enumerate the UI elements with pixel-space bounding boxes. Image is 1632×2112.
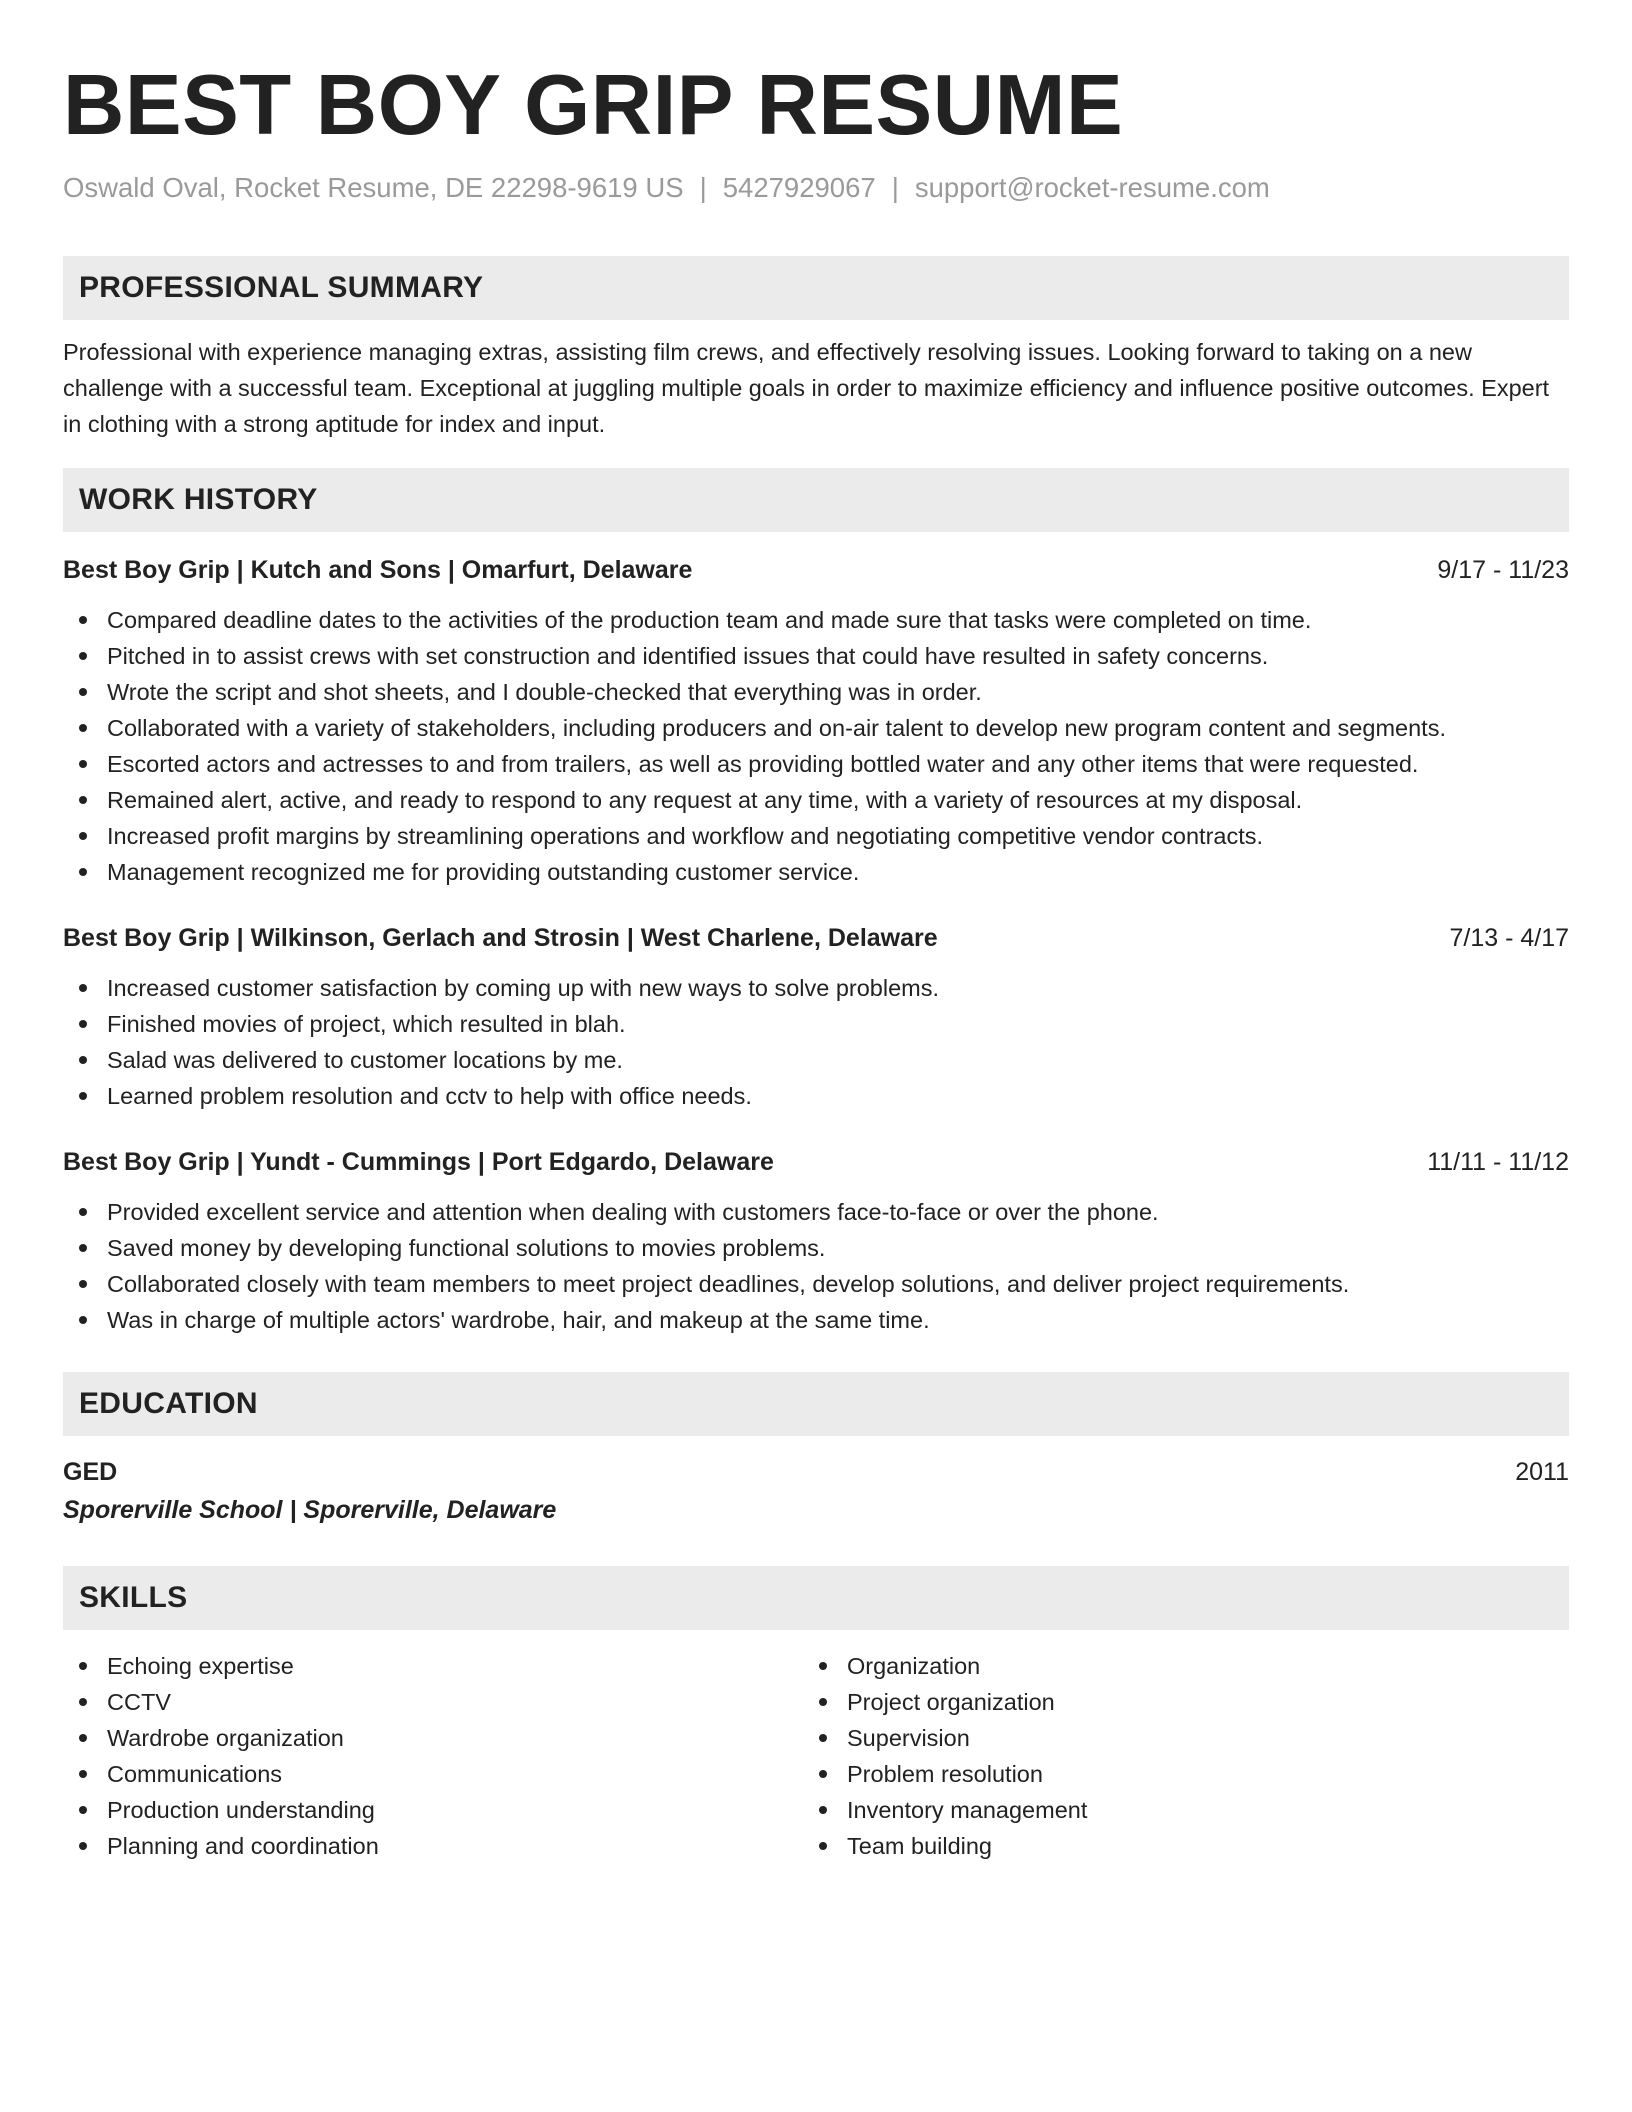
contact-separator: |	[891, 172, 899, 203]
job-bullet: Provided excellent service and attention when dealing with customers face-to-face or over the phone.	[107, 1194, 1569, 1230]
job-bullet: Collaborated with a variety of stakeholders, including producers and on-air talent to develop new program content and segments.	[107, 710, 1569, 746]
job-header	[63, 1144, 1569, 1180]
job-dates: 11/11 - 11/12	[1427, 1148, 1569, 1176]
job-bullet: Saved money by developing functional solutions to movies problems.	[107, 1230, 1569, 1266]
job-bullet: Compared deadline dates to the activities of the production team and made sure that tasks were completed on time.	[107, 602, 1569, 638]
skill-item: Organization	[847, 1648, 1543, 1684]
skill-item: Production understanding	[107, 1792, 803, 1828]
job-bullet: Pitched in to assist crews with set construction and identified issues that could have resulted in safety concerns.	[107, 638, 1569, 674]
skill-item: Communications	[107, 1756, 803, 1792]
skill-item: Team building	[847, 1828, 1543, 1864]
skill-item: Planning and coordination	[107, 1828, 803, 1864]
contact-line	[63, 170, 1569, 206]
skill-item: Inventory management	[847, 1792, 1543, 1828]
job-bullet: Finished movies of project, which resulted in blah.	[107, 1006, 1569, 1042]
job-bullet: Increased profit margins by streamlining operations and workflow and negotiating competitive vendor contracts.	[107, 818, 1569, 854]
job-entry	[63, 1144, 1569, 1338]
job-dates: 9/17 - 11/23	[1437, 556, 1569, 584]
job-bullet: Increased customer satisfaction by coming up with new ways to solve problems.	[107, 970, 1569, 1006]
skills-bullets	[803, 1648, 1543, 1864]
job-bullets	[63, 602, 1569, 890]
skill-item: Problem resolution	[847, 1756, 1543, 1792]
job-header	[63, 920, 1569, 956]
summary-text: Professional with experience managing extras, assisting film crews, and effectively resolving issues. Looking forward to taking on a new challenge with a successful team. Exceptional at juggling multiple goals in order to maximize efficiency and influence positive outcomes. Expert in clothing with a strong aptitude for index and input.	[63, 339, 1550, 437]
job-title: Best Boy Grip | Kutch and Sons | Omarfurt, Delaware	[63, 556, 693, 584]
job-title: Best Boy Grip | Yundt - Cummings | Port Edgardo, Delaware	[63, 1148, 774, 1176]
education-degree: GED	[63, 1458, 118, 1486]
skill-item: CCTV	[107, 1684, 803, 1720]
skills-column-left	[63, 1648, 803, 1864]
skill-item: Wardrobe organization	[107, 1720, 803, 1756]
contact-phone: 5427929067	[722, 172, 876, 203]
job-bullets	[63, 1194, 1569, 1338]
section-heading-work-history: WORK HISTORY	[63, 468, 1569, 532]
skill-item: Supervision	[847, 1720, 1543, 1756]
job-bullet: Salad was delivered to customer locations by me.	[107, 1042, 1569, 1078]
education-school: Sporerville School | Sporerville, Delaware	[63, 1496, 557, 1524]
job-bullet: Collaborated closely with team members to meet project deadlines, develop solutions, and deliver project requirements.	[107, 1266, 1569, 1302]
section-heading-education: EDUCATION	[63, 1372, 1569, 1436]
job-bullets	[63, 970, 1569, 1114]
skills-list	[63, 1648, 1569, 1864]
education-year: 2011	[1515, 1458, 1569, 1486]
job-bullet: Learned problem resolution and cctv to help with office needs.	[107, 1078, 1569, 1114]
job-header	[63, 552, 1569, 588]
section-heading-summary: PROFESSIONAL SUMMARY	[63, 256, 1569, 320]
job-bullet: Management recognized me for providing outstanding customer service.	[107, 854, 1569, 890]
skills-bullets	[63, 1648, 803, 1864]
contact-email: support@rocket-resume.com	[914, 172, 1270, 203]
skill-item: Project organization	[847, 1684, 1543, 1720]
job-entry	[63, 552, 1569, 890]
skills-column-right	[803, 1648, 1543, 1864]
job-bullet: Wrote the script and shot sheets, and I double-checked that everything was in order.	[107, 674, 1569, 710]
skill-item: Echoing expertise	[107, 1648, 803, 1684]
job-bullet: Escorted actors and actresses to and from trailers, as well as providing bottled water and any other items that were requested.	[107, 746, 1569, 782]
job-dates: 7/13 - 4/17	[1449, 924, 1569, 952]
job-title: Best Boy Grip | Wilkinson, Gerlach and Strosin | West Charlene, Delaware	[63, 924, 938, 952]
resume-title: BEST BOY GRIP RESUME	[63, 58, 1124, 153]
job-entry	[63, 920, 1569, 1114]
contact-address: Oswald Oval, Rocket Resume, DE 22298-9619 US	[63, 172, 684, 203]
section-heading-skills: SKILLS	[63, 1566, 1569, 1630]
contact-separator: |	[699, 172, 707, 203]
job-bullet: Was in charge of multiple actors' wardrobe, hair, and makeup at the same time.	[107, 1302, 1569, 1338]
job-bullet: Remained alert, active, and ready to respond to any request at any time, with a variety of resources at my disposal.	[107, 782, 1569, 818]
education-entry	[63, 1454, 1569, 1490]
